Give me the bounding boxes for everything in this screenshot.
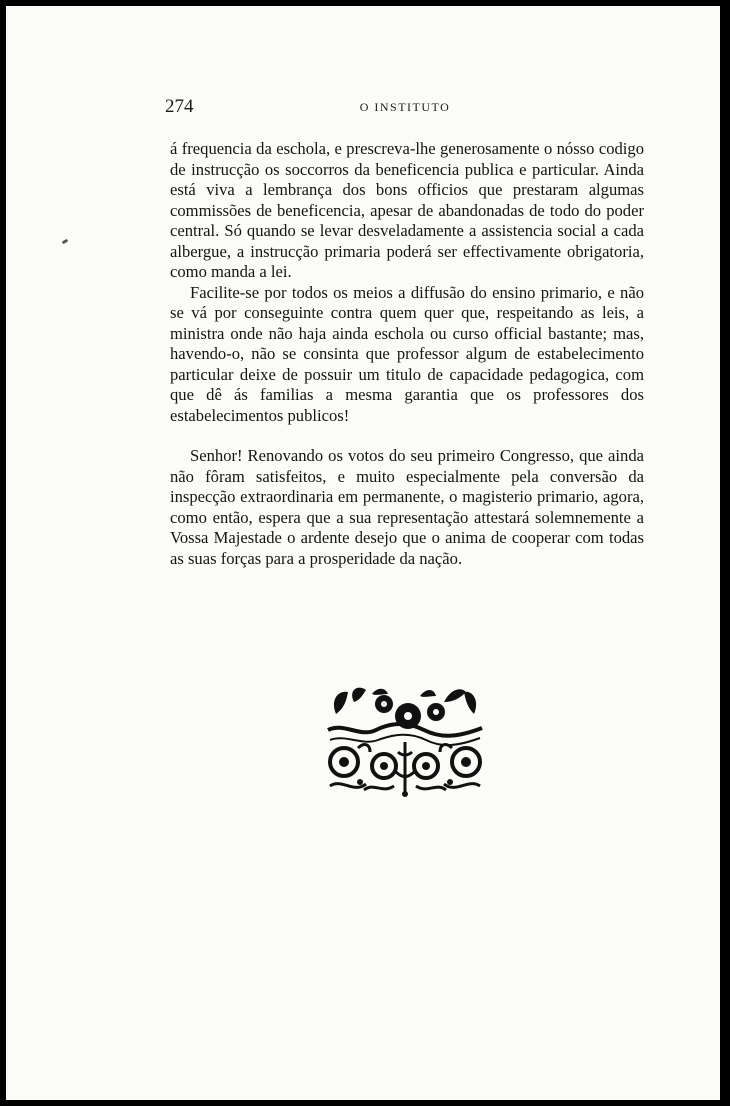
book-page [6, 6, 720, 1100]
paragraph-ensino-primario: Facilite-se por todos os meios a diffusão do ensino primario, e não se vá por conseguinte contra quem quer que, respeitando as leis, a ministra onde não haja ainda eschola ou curso official bastante; mas, havendo-o, não se consinta que professor algum de estabelecimento particular deixe de possuir um titulo de capacidade pedagogica, com que dê ás familias a mesma garantia que os professores dos estabelecimentos publicos! [170, 282, 644, 425]
page-header [165, 96, 645, 120]
paragraph-continuation: á frequencia da eschola, e prescreva-lhe generosamente o nósso codigo de instrucção os soccorros da beneficencia publica e particular. Ainda está viva a lembrança dos bons officios que prestaram algumas commissões de beneficencia, apesar de abandonadas de todo do poder central. Só quando se levar desveladamente a assistencia social a cada albergue, a instrucção primaria poderá ser effectivamente obrigatoria, como manda a lei. [170, 139, 644, 281]
body-text [170, 139, 644, 569]
paragraph-senhor: Senhor! Renovando os votos do seu primeiro Congresso, que ainda não fôram satisfeitos, e muito especialmente pela conversão da inspecção extraordinaria em permanente, o magisterio primario, agora, como então, espera que a sua representação attestará solemnemente a Vossa Majestade o ardente desejo que o anima de cooperar com todas as suas forças para a prosperidade da nação. [170, 446, 644, 568]
page-number: 274 [165, 96, 194, 117]
running-head: O INSTITUTO [359, 100, 451, 114]
floral-vignette-icon [324, 682, 486, 798]
stray-ink-mark [62, 239, 69, 245]
